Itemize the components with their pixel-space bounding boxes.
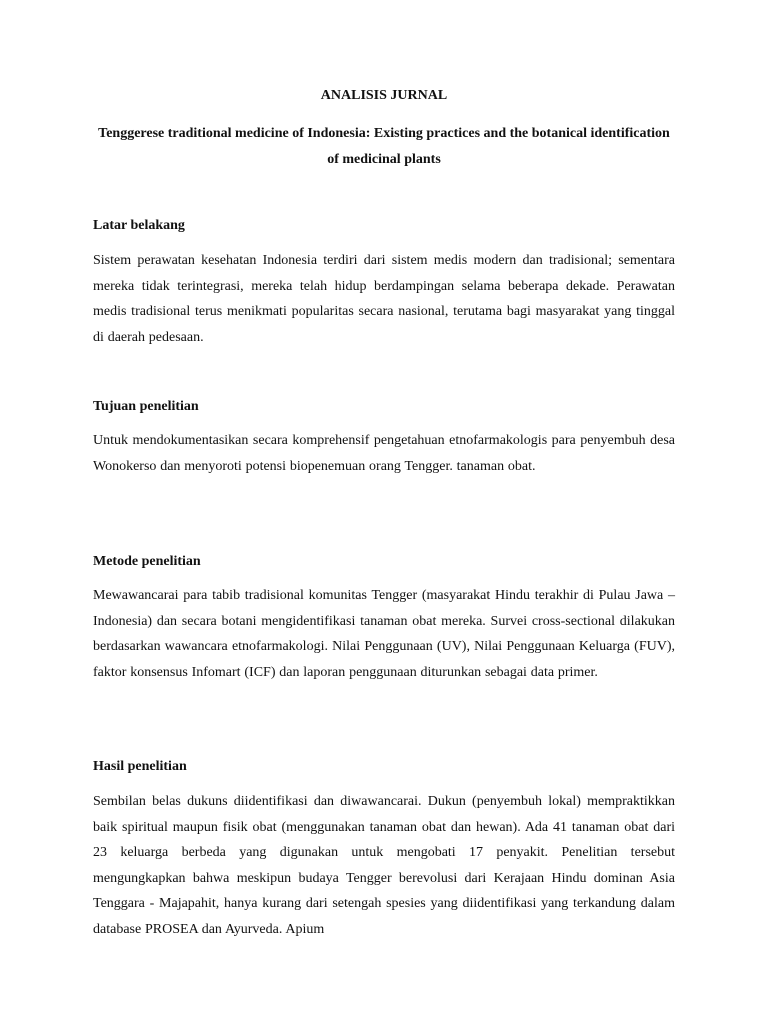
section-body-latar-belakang: Sistem perawatan kesehatan Indonesia terdiri dari sistem medis modern dan tradisional; sementara mereka tidak terintegrasi, mereka telah hidup berdampingan selama beberapa dekade. Perawatan medis tradisional terus menikmati popularitas secara nasional, terutama bagi masyarakat yang tinggal di daerah pedesaan. (93, 253, 675, 345)
section-body-tujuan-penelitian: Untuk mendokumentasikan secara komprehensif pengetahuan etnofarmakologis para penyembuh desa Wonokerso dan menyoroti potensi biopenemuan orang Tengger. tanaman obat. (93, 433, 675, 474)
journal-title: Tenggerese traditional medicine of Indonesia: Existing practices and the botanical identification of medicinal plants (98, 126, 670, 167)
section-heading-hasil-penelitian: Hasil penelitian (93, 759, 187, 774)
section-heading-tujuan-penelitian: Tujuan penelitian (93, 399, 199, 414)
section-heading-latar-belakang: Latar belakang (93, 218, 185, 233)
section-body-hasil-penelitian: Sembilan belas dukuns diidentifikasi dan diwawancarai. Dukun (penyembuh lokal) mempraktikkan baik spiritual maupun fisik obat (menggunakan tanaman obat dan hewan). Ada 41 tanaman obat dari 23 keluarga berbeda yang digunakan untuk mengobati 17 penyakit. Penelitian tersebut mengungkapkan bahwa meskipun budaya Tengger berevolusi dari Kerajaan Hindu dominan Asia Tenggara - Majapahit, hanya kurang dari setengah spesies yang diidentifikasi yang terkandung dalam database PROSEA dan Ayurveda. Apium (93, 794, 675, 937)
document-title: ANALISIS JURNAL (320, 88, 448, 103)
section-body-metode-penelitian: Mewawancarai para tabib tradisional komunitas Tengger (masyarakat Hindu terakhir di Pulau Jawa – Indonesia) dan secara botani mengidentifikasi tanaman obat mereka. Survei cross-sectional dilakukan berdasarkan wawancara etnofarmakologi. Nilai Penggunaan (UV), Nilai Penggunaan Keluarga (FUV), faktor konsensus Infomart (ICF) dan laporan penggunaan diturunkan sebagai data primer. (93, 588, 675, 680)
section-heading-metode-penelitian: Metode penelitian (93, 554, 201, 569)
